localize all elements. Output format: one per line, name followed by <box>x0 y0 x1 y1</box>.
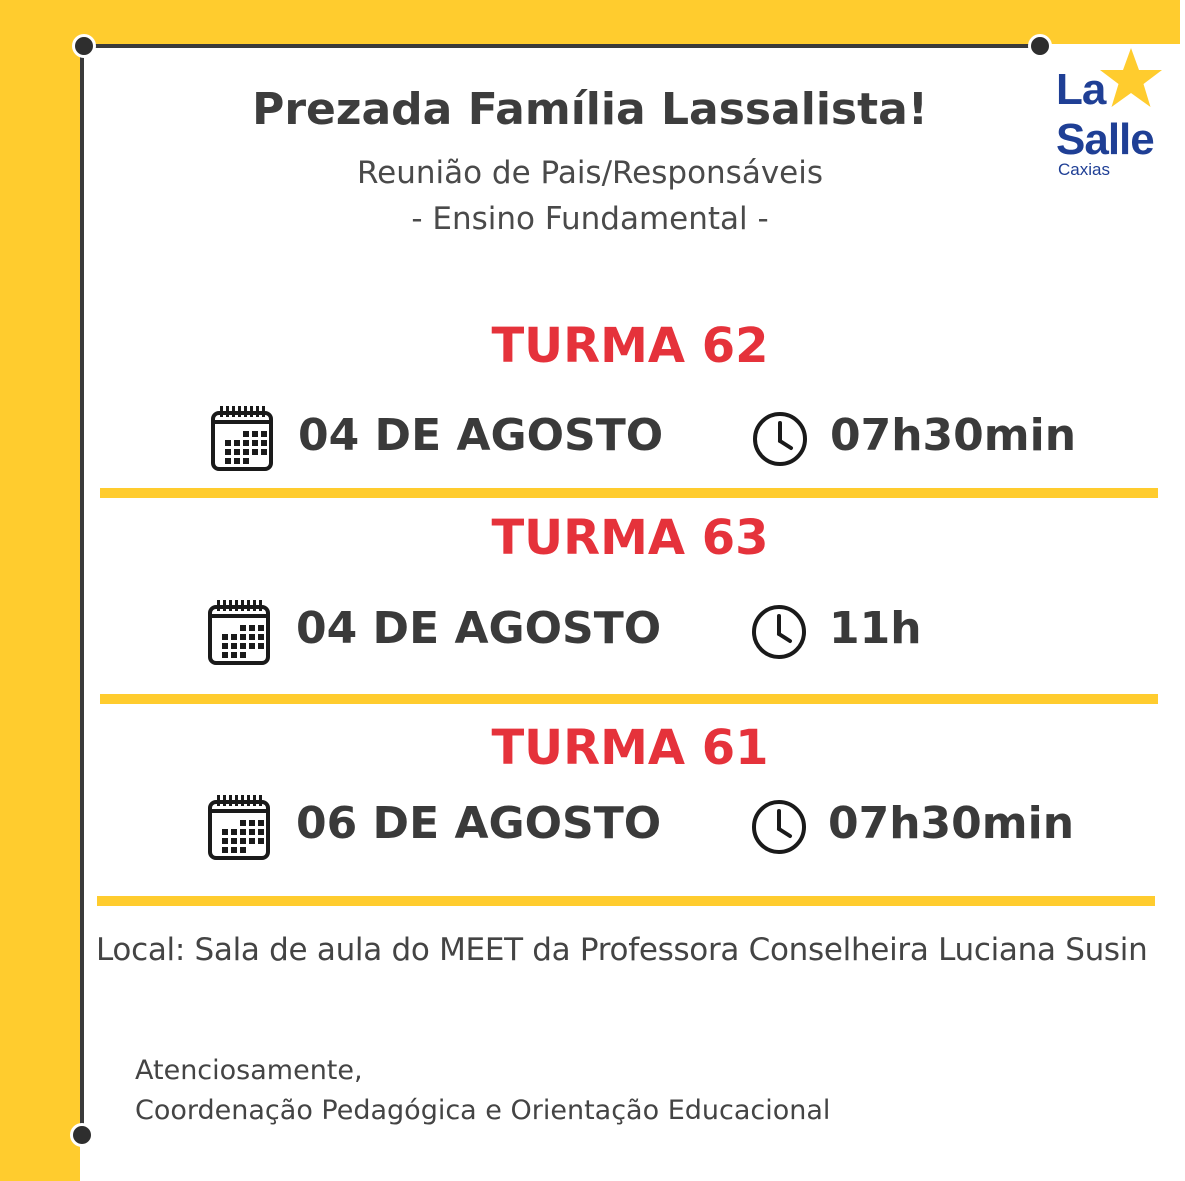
clock-icon <box>751 410 809 468</box>
page-edge <box>1180 0 1185 1181</box>
frame-line-left <box>80 46 84 1138</box>
turma-heading: TURMA 62 <box>491 318 769 374</box>
divider <box>100 694 1158 704</box>
subtitle-level: - Ensino Fundamental - <box>411 201 769 237</box>
frame-dot-bottom-left <box>70 1123 94 1147</box>
logo-text-salle: Salle <box>1056 115 1154 164</box>
divider <box>97 896 1155 906</box>
frame-dot-top-right <box>1028 34 1052 58</box>
logo-text-caxias: Caxias <box>1058 160 1110 179</box>
closing-signature: Coordenação Pedagógica e Orientação Educacional <box>135 1095 831 1126</box>
closing-greeting: Atenciosamente, <box>135 1055 363 1086</box>
frame-line-top <box>84 44 1042 48</box>
la-salle-logo <box>1054 46 1174 186</box>
meeting-time: 07h30min <box>828 798 1075 849</box>
turma-heading: TURMA 61 <box>491 720 769 776</box>
logo-text-la: La <box>1056 65 1106 114</box>
yellow-band-top <box>80 0 1180 44</box>
page-title: Prezada Família Lassalista! <box>252 84 928 135</box>
calendar-icon <box>207 598 271 666</box>
meeting-time: 11h <box>829 603 922 654</box>
star-icon <box>1098 46 1164 110</box>
turma-heading: TURMA 63 <box>491 510 769 566</box>
meeting-time: 07h30min <box>830 410 1077 461</box>
calendar-icon <box>207 793 271 861</box>
meeting-date: 06 DE AGOSTO <box>296 798 662 849</box>
divider <box>100 488 1158 498</box>
clock-icon <box>750 798 808 856</box>
subtitle-meeting: Reunião de Pais/Responsáveis <box>356 155 824 191</box>
calendar-icon <box>210 404 274 472</box>
clock-icon <box>750 603 808 661</box>
yellow-band-left <box>0 0 80 1181</box>
meeting-location: Local: Sala de aula do MEET da Professora Conselheira Luciana Susin <box>96 932 1148 968</box>
frame-dot-top-left <box>72 34 96 58</box>
meeting-date: 04 DE AGOSTO <box>298 410 664 461</box>
meeting-date: 04 DE AGOSTO <box>296 603 662 654</box>
